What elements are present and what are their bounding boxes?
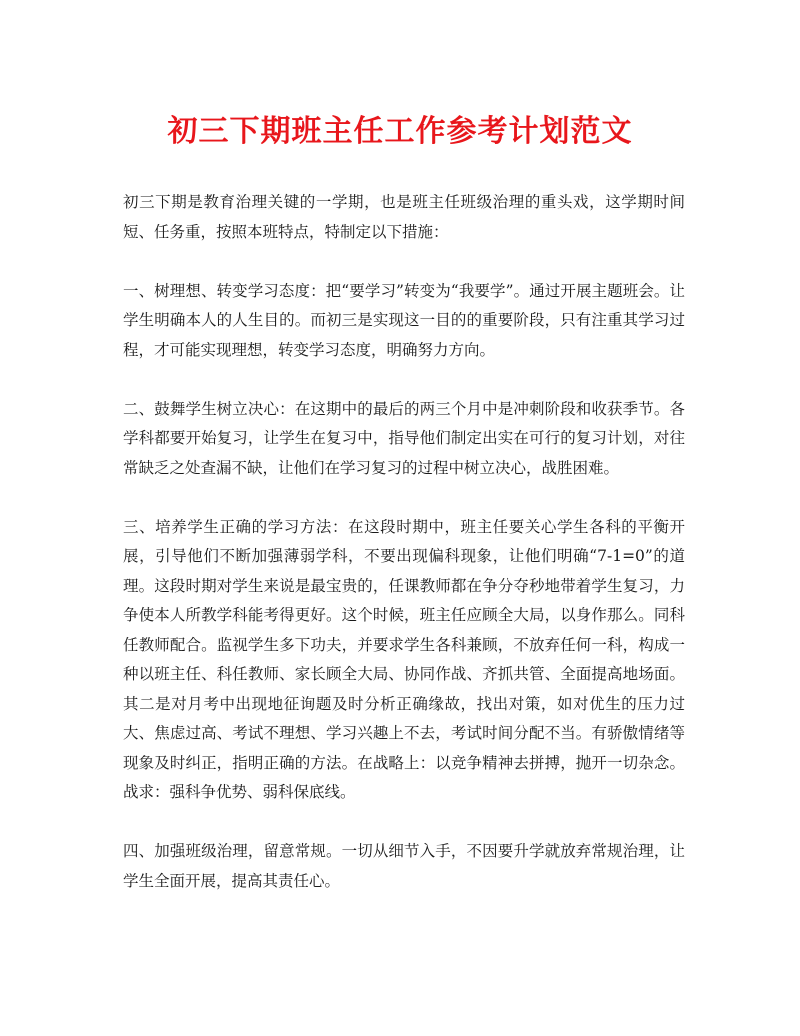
paragraph-section-3: 三、培养学生正确的学习方法：在这段时期中，班主任要关心学生各科的平衡开展，引导他们不断加强薄弱学科，不要出现偏科现象，让他们明确“7-1=0”的道理。这段时期对学生来说是最宝贵的，任课教师都在争分夺秒地带着学生复习，力争使本人所教学科能考得更好。这个时候，班主任应顾全大局，以身作那么。同科任教师配合。监视学生多下功夫，并要求学生各科兼顾，不放弃任何一科，构成一种以班主任、科任教师、家长顾全大局、协同作战、齐抓共管、全面提高地场面。其二是对月考中出现地征询题及时分析正确缘故，找出对策，如对优生的压力过大、焦虑过高、考试不理想、学习兴趣上不去，考试时间分配不当。有骄傲情绪等现象及时纠正，指明正确的方法。在战略上：以竞争精神去拼搏，抛开一切杂念。战求：强科争优势、弱科保底线。 — [123, 517, 685, 801]
paragraph-section-2: 二、鼓舞学生树立决心：在这期中的最后的两三个月中是冲刺阶段和收获季节。各学科都要开始复习，让学生在复习中，指导他们制定出实在可行的复习计划，对往常缺乏之处查漏不缺，让他们在学习复习的过程中树立决心，战胜困难。 — [123, 399, 685, 477]
paragraph-section-4: 四、加强班级治理，留意常规。一切从细节入手，不因要升学就放弃常规治理，让学生全面开展，提高其责任心。 — [123, 842, 685, 890]
paragraph-intro: 初三下期是教育治理关键的一学期，也是班主任班级治理的重头戏，这学期时间短、任务重，按照本班特点，特制定以下措施： — [123, 193, 685, 241]
paragraph-section-1: 一、树理想、转变学习态度：把“要学习”转变为“我要学”。通过开展主题班会。让学生明确本人的人生目的。而初三是实现这一目的的重要阶段，只有注重其学习过程，才可能实现理想，转变学习态度，明确努力方向。 — [123, 281, 685, 359]
document-body — [123, 188, 685, 926]
document-title: 初三下期班主任工作参考计划范文 — [167, 114, 633, 149]
